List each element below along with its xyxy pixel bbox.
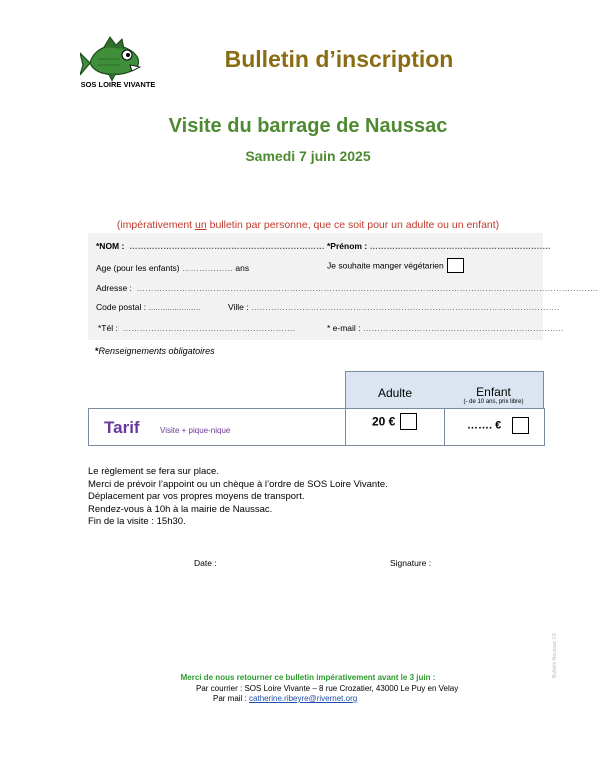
- ville-input[interactable]: ……………………………………………………………………………………………….: [251, 302, 560, 312]
- logo-caption: SOS LOIRE VIVANTE: [80, 80, 156, 89]
- tel-input[interactable]: …………………………………………………….: [122, 323, 295, 333]
- courrier-line: Par courrier : SOS Loire Vivante – 8 rue Crozatier, 43000 Le Puy en Velay: [196, 684, 459, 693]
- adulte-header-label: Adulte: [377, 386, 413, 400]
- adresse-input[interactable]: ……………………………………………………………………………………………………………………………………………….: [136, 283, 599, 293]
- notice-underlined: un: [195, 219, 207, 231]
- page-title: [0, 46, 616, 73]
- adulte-price: 20 €: [372, 414, 396, 429]
- tarif-label: Tarif: [104, 418, 140, 437]
- column-divider: [444, 409, 445, 445]
- required-note: [95, 346, 215, 356]
- enfant-header-label: Enfant: [476, 385, 511, 399]
- notice: [0, 219, 616, 231]
- column-divider: [345, 409, 346, 445]
- age-field[interactable]: [96, 263, 249, 273]
- nom-input[interactable]: ……………………………………………………………: [129, 241, 325, 251]
- vegetarian-field[interactable]: [327, 258, 464, 273]
- notice-before: (impérativement: [116, 219, 196, 231]
- enfant-header-sub: (- de 10 ans, prix libre): [463, 399, 524, 405]
- enfant-price: ……. €: [467, 419, 502, 432]
- adulte-checkbox[interactable]: [400, 413, 417, 430]
- age-suffix: ans: [235, 263, 250, 273]
- date-label: Date :: [194, 558, 217, 568]
- vegetarian-checkbox[interactable]: [447, 258, 464, 273]
- tel-label: *Tél :: [98, 323, 118, 333]
- enfant-header: [444, 371, 544, 409]
- nom-field[interactable]: [96, 241, 325, 251]
- page-title-text: Bulletin d’inscription: [224, 46, 454, 72]
- ville-label: Ville :: [228, 302, 249, 312]
- prenom-input[interactable]: ……………………………………………………….: [369, 241, 551, 251]
- info-line: Le règlement se fera sur place.: [88, 466, 219, 477]
- mail-line: [213, 694, 357, 703]
- nom-label: *NOM :: [96, 241, 125, 251]
- adresse-field[interactable]: [96, 283, 598, 293]
- required-text: Renseignements obligatoires: [98, 346, 215, 356]
- vegetarian-label: Je souhaite manger végétarien: [327, 260, 444, 271]
- return-note: Merci de nous retourner ce bulletin impérativement avant le 3 juin :: [180, 673, 436, 682]
- prenom-field[interactable]: [327, 241, 550, 251]
- info-line: Rendez-vous à 10h à la mairie de Naussac.: [88, 503, 273, 515]
- mail-link[interactable]: catherine.ribeyre@rivernet.org: [249, 694, 358, 703]
- side-note: Bulletin Naussac V2: [552, 633, 558, 678]
- tel-field[interactable]: [98, 323, 295, 333]
- email-label: * e-mail :: [327, 323, 361, 333]
- info-line: Merci de prévoir l’appoint ou un chèque à l’ordre de SOS Loire Vivante.: [88, 478, 388, 490]
- tarif-detail: Visite + pique-nique: [160, 426, 231, 435]
- info-line: Déplacement par vos propres moyens de transport.: [88, 491, 305, 502]
- cp-input[interactable]: ......................: [148, 302, 201, 312]
- ville-field[interactable]: [228, 302, 559, 312]
- event-date: Samedi 7 juin 2025: [245, 148, 371, 164]
- age-label: Age (pour les enfants): [96, 263, 180, 273]
- info-block: [88, 466, 388, 529]
- required-star: *: [95, 346, 99, 356]
- info-line: Fin de la visite : 15h30.: [88, 516, 186, 527]
- adulte-header: [345, 371, 445, 409]
- prenom-label: *Prénom :: [327, 241, 368, 251]
- enfant-price-cell: [467, 417, 529, 434]
- adresse-label: Adresse :: [96, 283, 132, 293]
- email-field[interactable]: [327, 323, 563, 333]
- event-title: Visite du barrage de Naussac: [168, 115, 448, 137]
- signature-label: Signature :: [390, 558, 432, 568]
- mail-prefix: Par mail :: [213, 694, 250, 703]
- age-input[interactable]: ………………: [182, 263, 234, 273]
- adulte-price-cell: [372, 413, 417, 430]
- cp-field[interactable]: [96, 302, 200, 312]
- cp-label: Code postal :: [96, 302, 147, 312]
- enfant-checkbox[interactable]: [512, 417, 529, 434]
- notice-after: bulletin par personne, que ce soit pour un adulte ou un enfant): [206, 219, 500, 231]
- email-input[interactable]: ……………………………………………………………..: [362, 323, 564, 333]
